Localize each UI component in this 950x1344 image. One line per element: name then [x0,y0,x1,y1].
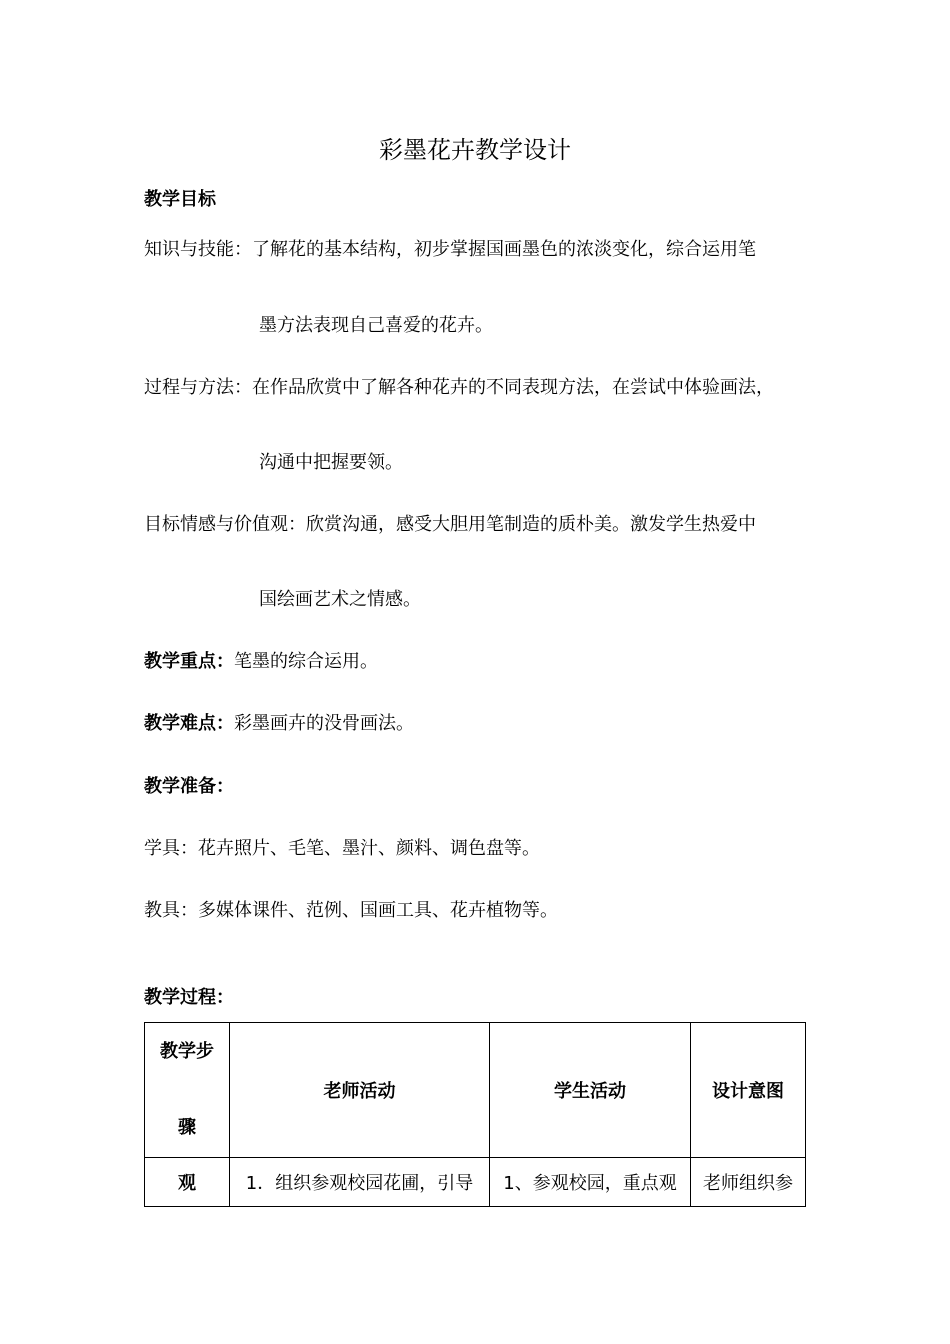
cell-intent: 老师组织参 [691,1158,806,1207]
student-tools-line: 学具：花卉照片、毛笔、墨汁、颜料、调色盘等。 [144,838,540,859]
emotion-label: 目标情感与价值观： [144,514,306,535]
header-teacher: 老师活动 [230,1023,490,1158]
cell-step: 观 [145,1158,230,1207]
objectives-heading: 教学目标 [144,189,216,210]
emotion-text-continued: 国绘画艺术之情感。 [259,589,421,610]
teacher-tools-line: 教具：多媒体课件、范例、国画工具、花卉植物等。 [144,900,558,921]
knowledge-skills-line [144,236,756,264]
key-point-label: 教学重点： [144,651,234,672]
process-method-line [144,374,774,402]
cell-student: 1、参观校园，重点观 [490,1158,691,1207]
key-point-text: 笔墨的综合运用。 [234,651,378,672]
difficulty-label: 教学难点： [144,713,234,734]
header-step-line1: 教学步 [160,1041,214,1062]
difficulty-line [144,710,414,738]
key-point-line [144,648,378,676]
process-label: 过程与方法： [144,377,252,398]
teaching-process-table [144,1022,806,1207]
knowledge-label: 知识与技能： [144,239,252,260]
header-intent: 设计意图 [691,1023,806,1158]
process-text: 在作品欣赏中了解各种花卉的不同表现方法，在尝试中体验画法， [252,377,774,398]
emotion-text: 欣赏沟通，感受大胆用笔制造的质朴美。激发学生热爱中 [306,514,756,535]
knowledge-text: 了解花的基本结构，初步掌握国画墨色的浓淡变化，综合运用笔 [252,239,756,260]
table-row [145,1158,806,1207]
document-title: 彩墨花卉教学设计 [379,136,571,164]
emotion-values-line [144,511,756,539]
table-header-row [145,1023,806,1158]
knowledge-text-continued: 墨方法表现自己喜爱的花卉。 [259,315,493,336]
header-step [145,1023,230,1158]
cell-teacher: 1．组织参观校园花圃，引导 [230,1158,490,1207]
difficulty-text: 彩墨画卉的没骨画法。 [234,713,414,734]
process-text-continued: 沟通中把握要领。 [259,452,403,473]
process-heading: 教学过程： [144,987,234,1008]
header-student: 学生活动 [490,1023,691,1158]
header-step-line2: 骤 [178,1117,196,1138]
preparation-heading: 教学准备： [144,776,234,797]
